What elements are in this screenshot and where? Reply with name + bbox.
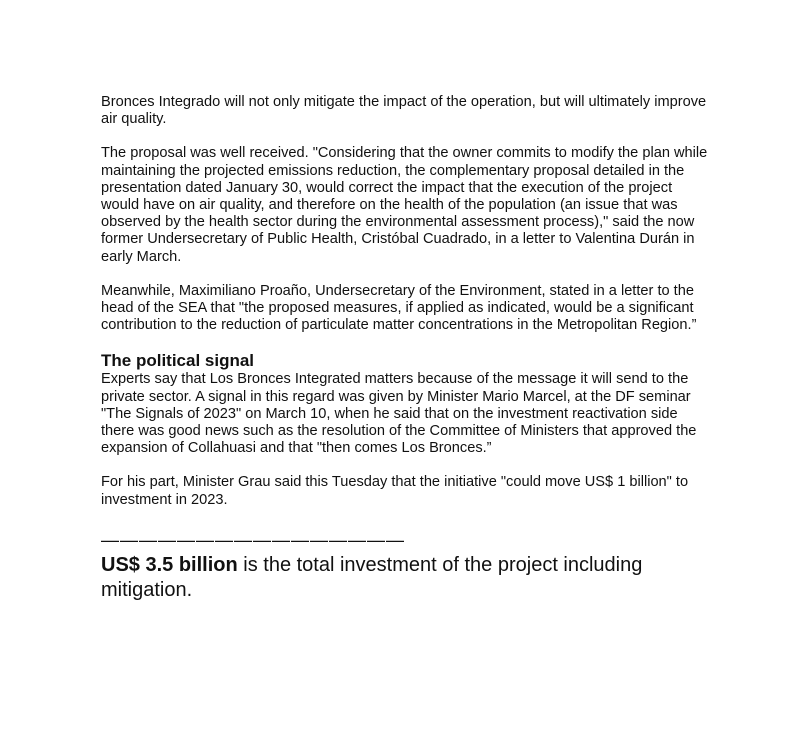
article-body bbox=[101, 94, 711, 603]
callout-amount: US$ 3.5 billion bbox=[101, 553, 238, 576]
paragraph-experts: Experts say that Los Bronces Integrated matters because of the message it will send to the private sector. A signal in this regard was given by Minister Mario Marcel, at the DF seminar "The Signals of 2023" on March 10, when he said that on the investment reactivation side there was good news such as the resolution of the Committee of Ministers that approved the expansion of Collahuasi and that "then comes Los Bronces.” bbox=[101, 371, 697, 457]
section-heading: The political signal bbox=[101, 351, 255, 371]
investment-callout bbox=[101, 553, 711, 603]
paragraph-air-quality: Bronces Integrado will not only mitigate the impact of the operation, but will ultimately improve air quality. bbox=[101, 94, 707, 128]
callout-text: is the total investment of the project including mitigation. bbox=[101, 553, 643, 601]
divider-rule: ———————————————— bbox=[101, 529, 405, 550]
paragraph-proposal-received: The proposal was well received. "Considering that the owner commits to modify the plan while maintaining the projected emissions reduction, the complementary proposal detailed in the presentation dated January 30, would correct the impact that the execution of the project would have on air quality, and therefore on the health of the population (an issue that was observed by the health sector during the environmental assessment process)," said the now former Undersecretary of Public Health, Cristóbal Cuadrado, in a letter to Valentina Durán in early March. bbox=[101, 145, 708, 265]
paragraph-minister-grau: For his part, Minister Grau said this Tuesday that the initiative "could move US$ 1 billion" to investment in 2023. bbox=[101, 474, 689, 508]
paragraph-undersecretary-environment: Meanwhile, Maximiliano Proaño, Undersecretary of the Environment, stated in a letter to the head of the SEA that "the proposed measures, if applied as indicated, would be a significant contribution to the reduction of particulate matter concentrations in the Metropolitan Region.” bbox=[101, 282, 697, 334]
